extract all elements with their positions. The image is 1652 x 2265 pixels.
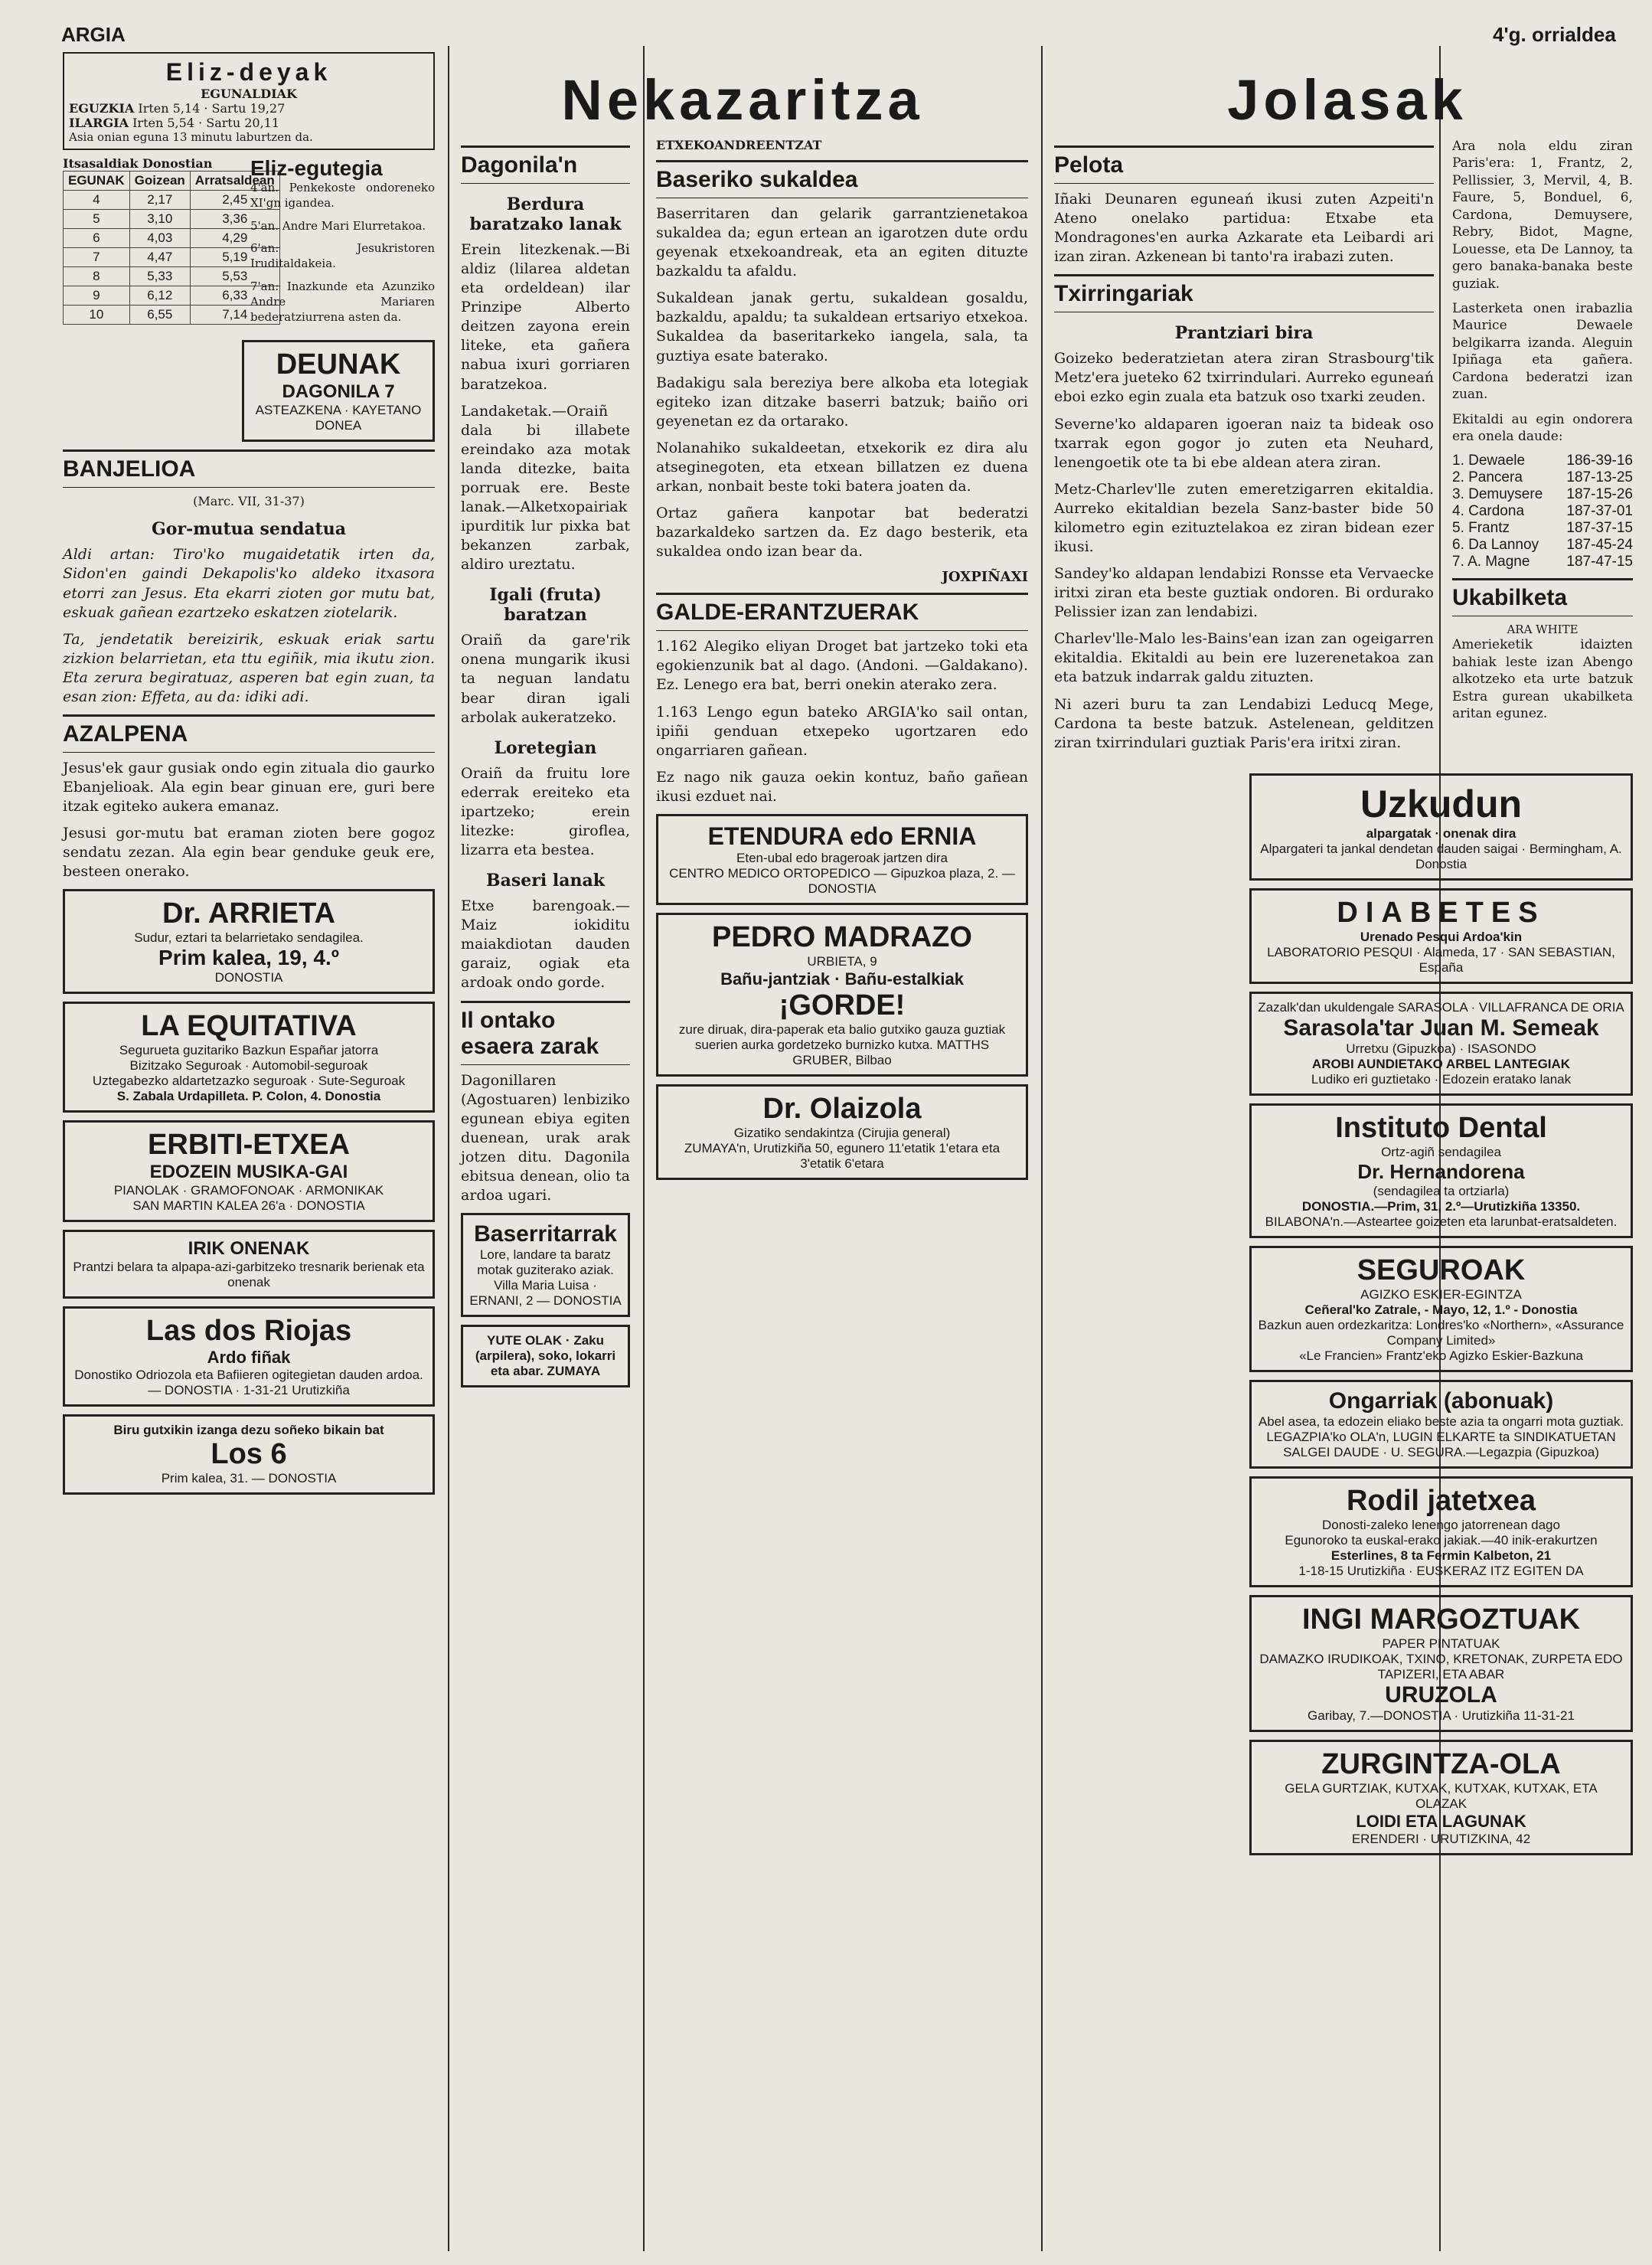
ad-uzkudun: Uzkudun alpargatak · onenak dira Alpargateri ta jankal dendetan dauden saigai · Bermingham, A. Donostia: [1249, 773, 1633, 881]
ad-riojas: Las dos Riojas Ardo fiñak Donostiko Odriozola eta Bafiieren ogitegietan dauden ardoa. — DONOSTIA · 1-31-21 Urutizkiña: [63, 1306, 435, 1407]
list-item: 6. Da Lannoy 187-45-24: [1452, 537, 1633, 554]
ad-etendura: ETENDURA edo ERNIA Eten-ubal edo brageroak jartzen dira CENTRO MEDICO ORTOPEDICO — Gipuzkoa plaza, 2. — DONOSTIA: [656, 814, 1028, 905]
ad-seguroak: SEGUROAK AGIZKO ESKIER-EGINTZA Ceñeral'ko Zatrale, - Mayo, 12, 1.º - Donostia Bazkun auen ordezkaritza: Londres'ko «Northern», «Assurance Company Limited» «Le Francien» Frantz'eko Agizko Eskier-Bazkuna: [1249, 1246, 1633, 1372]
ad-ingi: INGI MARGOZTUAK PAPER PINTATUAK DAMAZKO IRUDIKOAK, TXINO, KRETONAK, ZURPETA EDO TAPIZERI, ETA ABAR URUZOLA Garibay, 7.—DONOSTIA · Urutizkiña 11-31-21: [1249, 1595, 1633, 1732]
column-5: Ara nola eldu ziran Paris'era: 1, Frantz, 2, Pellissier, 3, Mervil, 4, B. Faure, 5, Bonduel, 6, Cardona, Demuysere, Rebry, Bidot, Magne, Louesse, eta De Lannoy, ta gero banaka-banaka beste guziak. Lasterketa onen irabazlia Maurice Dewaele belgikarra izanda. Aleguin Ipiñaga eta gañera. Cardona bederatzi izan zuan. Ekitaldi au egin ondorera era onela daude: 1. Dewaele 186-39-16 2. Pancera 187-13-25 3. Demuysere 187-15-26 4. Cardona 187-37-01 5. Frantz 187-37-15 6. Da Lannoy 187-45-24 7. A. Magne 187-47-15 Ukabilketa ARA WHITE Amerieketik idaizten bahiak leste izan Abengo alkotzeko eta urte batzuk Estra gurean ukabilketa aritan egunez.: [1452, 139, 1633, 722]
ad-olaizola: Dr. Olaizola Gizatiko sendakintza (Cirujia general) ZUMAYA'n, Urutizkiña 50, egunero 11'etatik 1'etara eta 3'etatik 6'etara: [656, 1084, 1028, 1180]
ad-rodil: Rodil jatetxea Donosti-zaleko lenengo jatorrenean dago Egunoroko ta euskal-erako jakiak.—40 inik-erakurtzen Esterlines, 8 ta Fermin Kalbeton, 21 1-18-15 Urutizkiña · EUSKERAZ ITZ EGITEN DA: [1249, 1476, 1633, 1587]
church-calendar: Eliz-egutegia 4'an. Penkekoste ondoreneko XI'gn igandea. 5'an. Andre Mari Elurretakoa. 6'an: Jesukristoren Iruditaldakeia. 7'an: Inazkunde eta Azunziko Andre Mariaren bederatziurrena asten da.: [250, 156, 435, 324]
column-1: Eliz-deyak EGUNALDIAK EGUZKIA Irten 5,14 · Sartu 19,27 ILARGIA Irten 5,54 · Sartu 20,11 Asia onian eguna 13 minutu laburtzen da. Itsasaldiak Donostian EGUNAK Goizean Arratsaldean 4 2,17 2,45 5 3,10 3,36 6 4,03 4,29 7 4,47 5,19 8 5,33 5,53 9 6,12 6,33 10 6,55 7,14 Eliz-egutegia 4'an. Penkekoste ondoreneko XI'gn igandea. 5'an. Andre Mari Elurretakoa. 6'an: Jesukristoren Iruditaldakeia. 7'an: Inazkunde eta Azunziko Andre Mariaren bederatziurrena asten da. DEUNAK DAGONILA 7 ASTEAZKENA · KAYETANO DONEA BANJELIOA (Marc. VII, 31-37) Gor-mutua sendatua Aldi artan: Tiro'ko mugaidetatik irten da, Sidon'en gaindi Dekapolis'ko aldeko itxasora etorri zan Jesus. Eta ekarri zioten gor mutu bat, eskuak gañean ezartzeko eskatzen ziotelarik. Ta, jendetatik bereizirik, eskuak eriak sartu zizkion belarrietan, eta ttu egiñik, mia ikutu zion. Eta zerura begiratuaz, asperen bat egin zuan, ta esan zion: Effeta, au da: idiki adi. AZALPENA Jesus'ek gaur gusiak ondo egin zituala dio gaurko Ebanjelioak. Ala egin bear ginuan ere, guri bere itzak egiteko aukera emanaz. Jesusi gor-mutu bat eraman zioten bere gogoz sendatu zezan. Ala egin bear genduke geuk ere, besteen onerako. Dr. ARRIETA Sudur, eztari ta belarrietako sendagilea. Prim kalea, 19, 4.º DONOSTIA LA EQUITATIVA Segurueta guzitariko Bazkun Españar jatorra Bizitzako Seguroak · Automobil-seguroak Uztegabezko aldartetzazko seguroak · Sute-Seguroak S. Zabala Urdapilleta. P. Colon, 4. Donostia ERBITI-ETXEA EDOZEIN MUSIKA-GAI PIANOLAK · GRAMOFONOAK · ARMONIKAK SAN MARTIN KALEA 26'a · DONOSTIA IRIK ONENAK Prantzi belara ta alpapa-azi-garbitzeko tresnarik berienak eta onenak Las dos Riojas Ardo fiñak Donostiko Odriozola eta Bafiieren ogitegietan dauden ardoa. — DONOSTIA · 1-31-21 Urutizkiña Biru gutxikin izanga dezu soñeko bikain bat Los 6 Prim kalea, 31. — DONOSTIA: [54, 46, 444, 2251]
ad-ongarriak: Ongarriak (abonuak) Abel asea, ta edozein eliako beste azia ta ongarri mota guztiak. LEGAZPIA'ko OLA'n, LUGIN ELKARTE ta SINDIKATUETAN SALGEI DAUDE · U. SEGURA.—Legazpia (Gipuzkoa): [1249, 1380, 1633, 1469]
ad-erbiti: ERBITI-ETXEA EDOZEIN MUSIKA-GAI PIANOLAK · GRAMOFONOAK · ARMONIKAK SAN MARTIN KALEA 26'a · DONOSTIA: [63, 1120, 435, 1222]
table-row: 10 6,55 7,14: [64, 306, 280, 325]
column-2: Dagonila'n Berdura baratzako lanak Erein litezkenak.—Bi aldiz (lilarea aldetan eta ordeldean) ilar Prinzipe Alberto deitzen zayona erein liteke, eta gañera nabua ixuri gorriaren baratzekoa. Landaketak.—Oraiñ dala bi illabete ereindako aza motak landa ditezke, baita porruak ere. Beste lanak.—Alketxopairiak ipurditik lur pixka bat bekanzen zarbak, aldiro ureztatu. Igali (fruta) baratzan Oraiñ da gare'rik onena mungarik ikusi ta neguan landatu bear diran igali arbolak aukeratzeko. Loretegian Oraiñ da fruitu lore ederrak ereiteko eta ipartzeko; erein litezke: giroflea, lizarra eta bestea. Baseri lanak Etxe barengoak.—Maiz iokiditu maiakdiotan dauden garaiz, ogiak eta ardoak ondo gorde. Il ontako esaera zarak Dagonillaren (Agostuaren) lenbiziko egunean ebiya egiten duenean, urak arak jotzen ditu. Dagonila ebitsua denean, olio ta ardoa ugari. Baserritarrak Lore, landare ta baratz motak guziterako aziak. Villa Maria Luisa · ERNANI, 2 — DONOSTIA YUTE OLAK · Zaku (arpilera), soko, lokarri eta abar. ZUMAYA: [452, 138, 639, 2251]
ad-dental: Instituto Dental Ortz-agiñ sendagilea Dr. Hernandorena (sendagilea ta ortziarla) DONOSTIA.—Prim, 31, 2.º—Urutizkiña 13350. BILABONA'n.—Asteartee goizeten eta larunbat-eratsaldeten.: [1249, 1103, 1633, 1238]
deunak-box: DEUNAK DAGONILA 7 ASTEAZKENA · KAYETANO DONEA: [242, 340, 435, 442]
ad-zurgintza: ZURGINTZA-OLA GELA GURTZIAK, KUTXAK, KUTXAK, KUTXAK, ETA OLAZAK LOIDI ETA LAGUNAK ERENDERI · URUTIZKINA, 42: [1249, 1740, 1633, 1855]
ranking-list: [1452, 453, 1633, 570]
table-row: 7 4,47 5,19: [64, 248, 280, 267]
list-item: 5. Frantz 187-37-15: [1452, 520, 1633, 537]
masthead-nekazaritza: Nekazaritza: [561, 68, 924, 132]
list-item: 1. Dewaele 186-39-16: [1452, 453, 1633, 469]
table-row: 5 3,10 3,36: [64, 210, 280, 229]
ad-diabetes: DIABETES Urenado Pesqui Ardoa'kin LABORATORIO PESQUI · Alameda, 17 · SAN SEBASTIAN, España: [1249, 888, 1633, 984]
ad-arrieta: Dr. ARRIETA Sudur, eztari ta belarrietako sendagilea. Prim kalea, 19, 4.º DONOSTIA: [63, 889, 435, 994]
ad-equitativa: LA EQUITATIVA Segurueta guzitariko Bazkun Españar jatorra Bizitzako Seguroak · Automobil-seguroak Uztegabezko aldartetzazko seguroak · Sute-Seguroak S. Zabala Urdapilleta. P. Colon, 4. Donostia: [63, 1002, 435, 1113]
table-row: 9 6,12 6,33: [64, 286, 280, 306]
ads-right: [1240, 766, 1642, 2251]
column-4: Pelota Iñaki Deunaren eguneań ikusi zuten Azpeiti'n Ateno onelako partidua: Etxabe eta Mondragones'en aurka Azkarate eta Leibardi ari izan ziran. Azkenean bi tanto'ra irabazi zuten. Txirringariak Prantziari bira Goizeko bederatzietan atera ziran Strasbourg'tik Metz'era jueteko 62 txirrindulari. Aurreko eguneań eboi ezko egin zuala eta batzuk oso txarki zeuden. Severne'ko aldaparen igoeran naiz ta bideak oso txarrak egon gogor jo zuten eta Neuhard, lenengoetik ote ta bi ebe aldean atera ziran. Metz-Charlev'lle zuten emeretzigarren ekitaldia. Aurreko ekitaldian bezela Sanz-baster bide 50 kilometro egin ezituztelakoa ez ziran bidean ezer ikusi. Sandey'ko aldapan lendabizi Ronsse eta Vervaecke iritxi ziran eta beste guztiak ondoren. Bi ordurako Pelissier izan zan lendabizi. Charlev'lle-Malo les-Bains'ean izan zan ogeigarren ekitaldia. Ekitaldi au bein ere luzerenetakoa zan eta batzuk indarrak galdu zituzten. Ni azeri buru ta zan Lendabizi Leducq Mege, Cardona ta beste batzuk. Astelenean, gelditzen ziran txirrindulari guztiak Paris'era iritxi ziran.: [1045, 138, 1443, 2251]
list-item: 3. Demuysere 187-15-26: [1452, 486, 1633, 503]
ad-madrazo: PEDRO MADRAZO URBIETA, 9 Bañu-jantziak · Bañu-estalkiak ¡GORDE! zure diruak, dira-paperak eta balio gutxiko gauza guztiak suerien aurka gordetzeko burnizko kutxa. MATTHS GRUBER, Bilbao: [656, 913, 1028, 1077]
ad-sarasola: Zazalk'dan ukuldengale SARASOLA · VILLAFRANCA DE ORIA Sarasola'tar Juan M. Semeak Urretxu (Gipuzkoa) · ISASONDO AROBI AUNDIETAKO ARBEL LANTEGIAK Ludiko eri guztietako · Edozein eratako lanak: [1249, 992, 1633, 1096]
table-row: 4 2,17 2,45: [64, 191, 280, 210]
banjelioa-heading: BANJELIOA: [63, 449, 435, 488]
list-item: 7. A. Magne 187-47-15: [1452, 554, 1633, 570]
tides-header: Arratsaldean: [190, 172, 279, 191]
tides-header: EGUNAK: [64, 172, 130, 191]
ad-yute: YUTE OLAK · Zaku (arpilera), soko, lokarri eta abar. ZUMAYA: [461, 1325, 630, 1387]
masthead-jolasak: Jolasak: [1227, 68, 1468, 132]
azalpena-heading: AZALPENA: [63, 714, 435, 753]
tides-header: Goizean: [129, 172, 190, 191]
column-3: ETXEKOANDREENTZAT Baseriko sukaldea Baserritaren dan gelarik garrantzienetakoa sukaldea da; egun ertean an igarotzen dute ordu geyenak etxekoandreak, eta an egiten dituzte bazkaldu ta afaldu. Sukaldean janak gertu, sukaldean gosaldu, bazkaldu, apaldu; ta sukaldean ertsariyo etxekoa. Sukaldea da baseritarkeko iangela, sala, ta guztiya esate baterako. Badakigu sala bereziya bere alkoba eta lotegiak egiteko izan ditzake baserri batzuk; baiño ori geyenetan ez da ortarako. Nolanahiko sukaldeetan, etxekorik ez dira alu atseginegoten, eta etxean billatzen ez duena arkan, nonbait beste toki batera joaten da. Ortaz gañera kanpotar bat bederatzi bazarkaldeko sartzen da. Ez dago besterik, eta sukaldea ondo izan bear da. JOXPIÑAXI GALDE-ERANTZUERAK 1.162 Alegiko eliyan Droget bat jartzeko toki eta egokienzunik bat al dago. (Andoni. —Galdakano). Ez. Lenego era bat, berri onekin aterako zera. 1.163 Lengo egun bateko ARGIA'ko sail ontan, ipiñi genduan etxepeko ugortzaren edo ongarriaren gañean. Ez nago nik gauza oekin kontuz, baño gañean ikusi ezduet nai. ETENDURA edo ERNIA Eten-ubal edo brageroak jartzen dira CENTRO MEDICO ORTOPEDICO — Gipuzkoa plaza, 2. — DONOSTIA PEDRO MADRAZO URBIETA, 9 Bañu-jantziak · Bañu-estalkiak ¡GORDE! zure diruak, dira-paperak eta balio gutxiko gauza guztiak suerien aurka gordetzeko burnizko kutxa. MATTHS GRUBER, Bilbao Dr. Olaizola Gizatiko sendakintza (Cirujia general) ZUMAYA'n, Urutizkiña 50, egunero 11'etatik 1'etara eta 3'etatik 6'etara: [647, 138, 1037, 2251]
list-item: 2. Pancera 187-13-25: [1452, 469, 1633, 486]
list-item: 4. Cardona 187-37-01: [1452, 503, 1633, 520]
ad-los6: Biru gutxikin izanga dezu soñeko bikain bat Los 6 Prim kalea, 31. — DONOSTIA: [63, 1414, 435, 1495]
ad-prantzi: IRIK ONENAK Prantzi belara ta alpapa-azi-garbitzeko tresnarik berienak eta onenak: [63, 1230, 435, 1299]
table-row: 6 4,03 4,29: [64, 229, 280, 248]
table-row: 8 5,33 5,53: [64, 267, 280, 286]
calendar-box: Eliz-deyak EGUNALDIAK EGUZKIA Irten 5,14 · Sartu 19,27 ILARGIA Irten 5,54 · Sartu 20,11 Asia onian eguna 13 minutu laburtzen da.: [63, 52, 435, 150]
tides-table: Itsasaldiak Donostian EGUNAK Goizean Arratsaldean 4 2,17 2,45 5 3,10 3,36 6 4,03 4,29 7 4,47 5,19 8 5,33 5,53 9 6,12 6,33 10 6,55 7,14: [63, 156, 243, 332]
paper-name: ARGIA: [61, 23, 126, 46]
page-number: 4'g. orrialdea: [1493, 23, 1616, 46]
ad-baserritarrak: Baserritarrak Lore, landare ta baratz motak guziterako aziak. Villa Maria Luisa · ERNANI, 2 — DONOSTIA: [461, 1213, 630, 1317]
